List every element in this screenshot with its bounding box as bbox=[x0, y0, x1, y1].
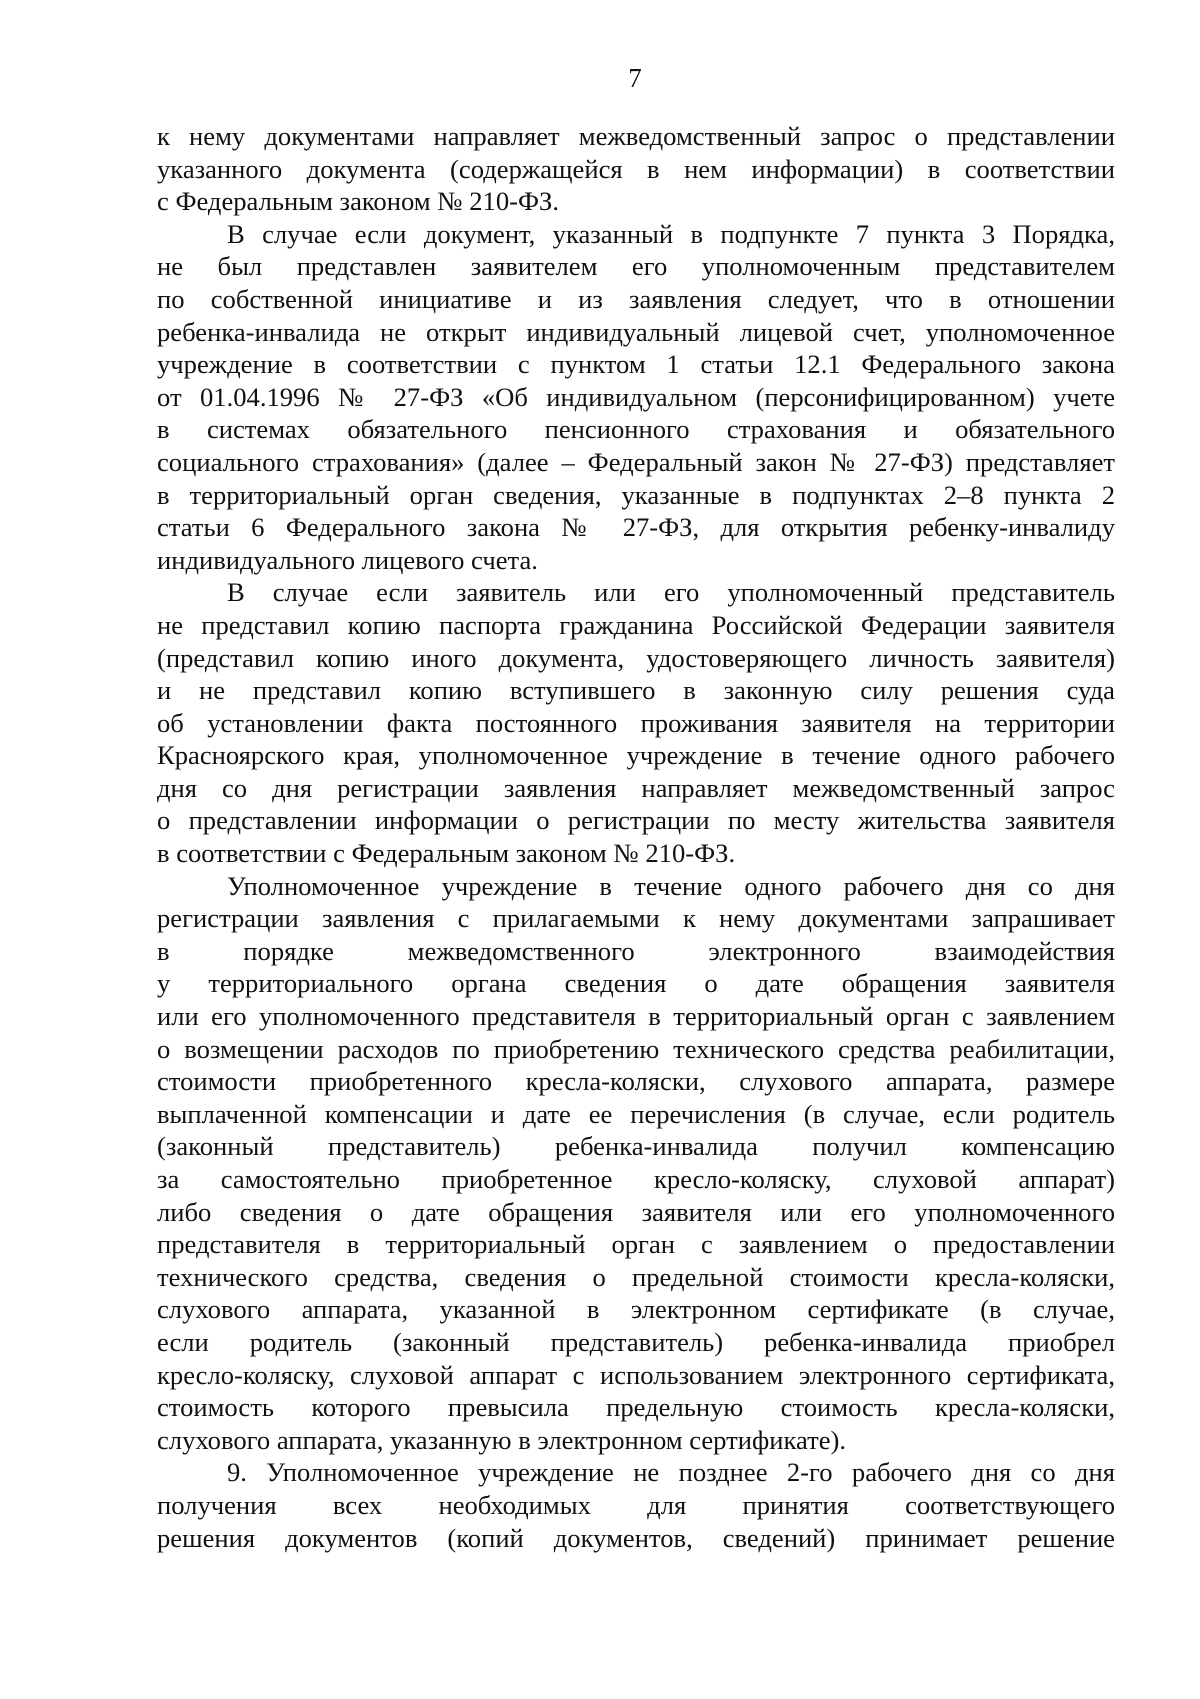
text-line: решения документов (копий документов, сведений) принимает решение bbox=[157, 1522, 1115, 1553]
text-line: о представлении информации о регистрации по месту жительства заявителя bbox=[157, 805, 1115, 836]
text-line: от 01.04.1996 № 27-ФЗ «Об индивидуальном (персонифицированном) учете bbox=[157, 381, 1115, 412]
text-line: В случае если заявитель или его уполномоченный представитель bbox=[227, 577, 1115, 608]
text-line: об установлении факта постоянного проживания заявителя на территории bbox=[157, 707, 1115, 738]
text-line: к нему документами направляет межведомственный запрос о представлении bbox=[157, 121, 1115, 151]
text-line: выплаченной компенсации и дате ее перечисления (в случае, если родитель bbox=[157, 1098, 1115, 1129]
text-line: (представил копию иного документа, удостоверяющего личность заявителя) bbox=[157, 642, 1115, 673]
text-line: в территориальный орган сведения, указанные в подпунктах 2–8 пункта 2 bbox=[157, 479, 1115, 510]
text-line: статьи 6 Федерального закона № 27-ФЗ, для открытия ребенку-инвалиду bbox=[157, 512, 1115, 543]
paragraph-continuation bbox=[157, 120, 1115, 218]
text-line: В случае если документ, указанный в подпункте 7 пункта 3 Порядка, bbox=[227, 218, 1115, 249]
text-line: получения всех необходимых для принятия соответствующего bbox=[157, 1489, 1115, 1520]
text-line: в системах обязательного пенсионного страхования и обязательного bbox=[157, 414, 1115, 445]
paragraph-personal-account bbox=[157, 218, 1115, 577]
text-line: 9. Уполномоченное учреждение не позднее 2-го рабочего дня со дня bbox=[227, 1457, 1115, 1488]
page-number: 7 bbox=[628, 63, 642, 93]
text-line: учреждение в соответствии с пунктом 1 статьи 12.1 Федерального закона bbox=[157, 349, 1115, 380]
text-line: у территориального органа сведения о дате обращения заявителя bbox=[157, 968, 1115, 999]
paragraph-interagency-request bbox=[157, 870, 1115, 1457]
text-line: слухового аппарата, указанную в электронном сертификате). bbox=[157, 1424, 847, 1455]
text-line: кресло-коляску, слуховой аппарат с использованием электронного сертификата, bbox=[157, 1359, 1115, 1390]
text-line: с Федеральным законом № 210-ФЗ. bbox=[157, 186, 559, 217]
text-line: ребенка-инвалида не открыт индивидуальный лицевой счет, уполномоченное bbox=[157, 316, 1115, 347]
text-line: слухового аппарата, указанной в электронном сертификате (в случае, bbox=[157, 1294, 1115, 1325]
text-line: либо сведения о дате обращения заявителя или его уполномоченного bbox=[157, 1196, 1115, 1227]
text-line: если родитель (законный представитель) ребенка-инвалида приобрел bbox=[157, 1326, 1115, 1357]
text-line: представителя в территориальный орган с заявлением о предоставлении bbox=[157, 1229, 1115, 1260]
text-line: о возмещении расходов по приобретению технического средства реабилитации, bbox=[157, 1033, 1115, 1064]
text-line: за самостоятельно приобретенное кресло-коляску, слуховой аппарат) bbox=[157, 1164, 1115, 1194]
text-line: стоимости приобретенного кресла-коляски, слухового аппарата, размере bbox=[157, 1066, 1115, 1097]
text-line: стоимость которого превысила предельную стоимость кресла-коляски, bbox=[157, 1392, 1115, 1423]
document-body bbox=[157, 120, 1115, 1554]
text-line: (законный представитель) ребенка-инвалида получил компенсацию bbox=[157, 1131, 1115, 1162]
paragraph-passport bbox=[157, 576, 1115, 869]
text-line: по собственной инициативе и из заявления следует, что в отношении bbox=[157, 283, 1115, 314]
text-line: индивидуального лицевого счета. bbox=[157, 544, 538, 575]
text-line: Красноярского края, уполномоченное учреждение в течение одного рабочего bbox=[157, 740, 1115, 771]
text-line: в соответствии с Федеральным законом № 210-ФЗ. bbox=[157, 838, 736, 869]
text-line: указанного документа (содержащейся в нем информации) в соответствии bbox=[157, 153, 1115, 184]
text-line: регистрации заявления с прилагаемыми к нему документами запрашивает bbox=[157, 903, 1115, 934]
text-line: Уполномоченное учреждение в течение одного рабочего дня со дня bbox=[227, 870, 1115, 901]
text-line: социального страхования» (далее – Федеральный закон № 27-ФЗ) представляет bbox=[157, 446, 1115, 477]
text-line: не был представлен заявителем его уполномоченным представителем bbox=[157, 251, 1115, 282]
text-line: не представил копию паспорта гражданина Российской Федерации заявителя bbox=[157, 609, 1115, 640]
text-line: дня со дня регистрации заявления направляет межведомственный запрос bbox=[157, 772, 1115, 803]
text-line: и не представил копию вступившего в законную силу решения суда bbox=[157, 675, 1115, 706]
text-line: технического средства, сведения о предельной стоимости кресла-коляски, bbox=[157, 1261, 1115, 1292]
text-line: в порядке межведомственного электронного взаимодействия bbox=[157, 935, 1115, 966]
paragraph-item-9 bbox=[157, 1456, 1115, 1554]
text-line: или его уполномоченного представителя в территориальный орган с заявлением bbox=[157, 1001, 1115, 1032]
